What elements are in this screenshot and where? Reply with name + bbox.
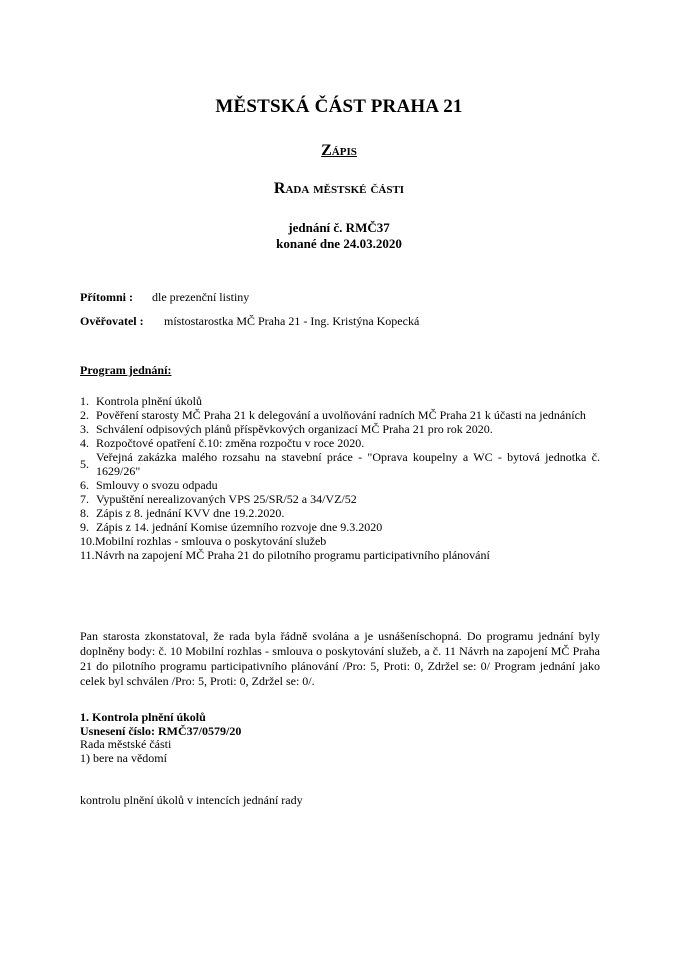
- attendance-verifier: [80, 314, 419, 329]
- agenda-item: 11. Návrh na zapojení MČ Praha 21 do pilotního programu participativního plánování: [80, 548, 490, 562]
- document-type: Zápis: [321, 142, 357, 159]
- present-value: dle prezenční listiny: [152, 290, 250, 304]
- resolution-subject: kontrolu plnění úkolů v intencích jednání rady: [80, 793, 303, 807]
- resolution-block: [80, 711, 241, 765]
- resolution-number: Usnesení číslo: RMČ37/0579/20: [80, 723, 242, 738]
- agenda-item: 4. Rozpočtové opatření č.10: změna rozpočtu v roce 2020.: [80, 436, 365, 450]
- resolution-heading: 1. Kontrola plnění úkolů: [80, 710, 206, 724]
- present-label: Přítomni :: [80, 290, 133, 304]
- meeting-date: konané dne 24.03.2020: [276, 236, 402, 251]
- agenda-item: 7. Vypuštění nerealizovaných VPS 25/SR/52 a 34/VZ/52: [80, 492, 357, 506]
- attendance-present: [80, 290, 249, 305]
- meeting-info: [0, 220, 678, 252]
- agenda-item: 3. Schválení odpisových plánů příspěvkových organizací MČ Praha 21 pro rok 2020.: [80, 422, 493, 436]
- agenda-item: 1. Kontrola plnění úkolů: [80, 394, 202, 408]
- agenda-item: 10. Mobilní rozhlas - smlouva o poskytování služeb: [80, 534, 327, 548]
- agenda-item: 5. Veřejná zakázka malého rozsahu na stavební práce - "Oprava koupelny a WC - bytová jednotka č. 1629/26": [80, 450, 600, 478]
- resolution-action: 1) bere na vědomí: [80, 750, 167, 765]
- program-title: Program jednání:: [80, 363, 172, 377]
- resolution-body: Rada městské části: [80, 737, 172, 751]
- verifier-value: místostarostka MČ Praha 21 - Ing. Kristýna Kopecká: [164, 314, 420, 328]
- verifier-label: Ověřovatel :: [80, 314, 144, 328]
- organization-title: MĚSTSKÁ ČÁST PRAHA 21: [215, 96, 463, 117]
- agenda-item: 8. Zápis z 8. jednání KVV dne 19.2.2020.: [80, 506, 285, 520]
- agenda-list: [80, 394, 600, 562]
- agenda-item: 6. Smlouvy o svozu odpadu: [80, 478, 218, 492]
- opening-paragraph: Pan starosta zkonstatoval, že rada byla řádně svolána a je usnášeníschopná. Do programu jednání byly doplněny body: č. 10 Mobilní rozhlas - smlouva o poskytování služeb, a č. 11 Návrh na zapojení MČ Praha 21 do pilotního programu participativního plánování /Pro: 5, Proti: 0, Zdržel se: 0/ Program jednání jako celek byl schválen /Pro: 5, Proti: 0, Zdržel se: 0/.: [80, 629, 600, 688]
- agenda-item: 2. Pověření starosty MČ Praha 21 k delegování a uvolňování radních MČ Praha 21 k účasti na jednáních: [80, 408, 586, 422]
- council-name: Rada městské části: [273, 180, 405, 197]
- agenda-item: 9. Zápis z 14. jednání Komise územního rozvoje dne 9.3.2020: [80, 520, 383, 534]
- meeting-number: jednání č. RMČ37: [288, 220, 390, 235]
